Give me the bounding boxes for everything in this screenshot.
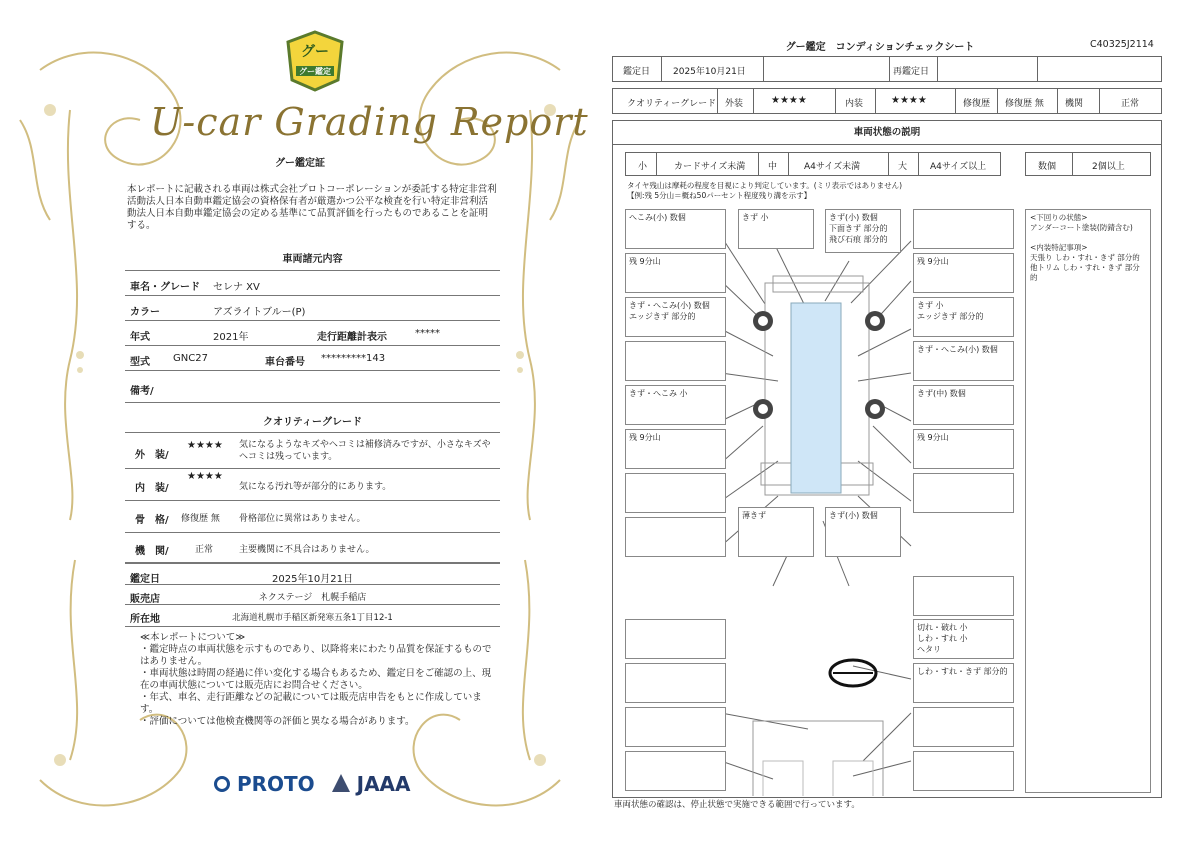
int-label: 内装 — [845, 99, 864, 109]
condition-panel — [612, 120, 1162, 798]
quality-row-exterior: 外 装/ ★★★★ 気になるようなキズやヘコミは補修済みですが、小さなキズやヘコミは残っています。 — [125, 433, 500, 469]
spec-section-title: 車両諸元内容 — [282, 254, 343, 265]
info-row-shop: 販売店 ネクステージ 札幌手稲店 — [125, 585, 500, 605]
damage-box-right-front-door: きず 小 エッジきず 部分的 — [913, 297, 1014, 337]
note-item: ・鑑定時点の車両状態を示すものであり、以降将来にわたり品質を保証するものではありません。 — [140, 644, 492, 667]
side-note-line: アンダーコート塗装(防錆含む) — [1030, 223, 1133, 232]
report-notes — [140, 632, 500, 728]
damage-box-left-front-door: きず・へこみ(小) 数個 エッジきず 部分的 — [625, 297, 726, 337]
quality-section-title: クオリティーグレード — [263, 417, 362, 428]
damage-box-right-rear-door: きず(中) 数個 — [913, 385, 1014, 425]
note-item: ・評価については他検査機関等の評価と異なる場合があります。 — [140, 716, 415, 727]
info-row-date: 鑑定日 2025年10月21日 — [125, 563, 500, 585]
size-large-desc: A4サイズ以上 — [930, 162, 987, 172]
certificate-title: グー鑑定証 — [275, 158, 325, 169]
side-notes — [1025, 209, 1151, 793]
interior-box-right-3 — [913, 751, 1014, 791]
date-row — [612, 56, 1162, 82]
tire-note: タイヤ残山は摩耗の程度を目視により判定しています。(ミリ表示ではありません) — [627, 181, 903, 190]
damage-box-front-left: へこみ(小) 数個 — [625, 209, 726, 249]
count-label: 数個 — [1038, 162, 1057, 172]
condition-check-sheet — [600, 0, 1200, 848]
size-small: 小 — [638, 162, 648, 172]
sheet-footer: 車両状態の確認は、停止状態で実施できる範囲で行っています。 — [614, 800, 860, 810]
damage-box-right-1: きず・へこみ(小) 数個 — [913, 341, 1014, 381]
sheet-title: グー鑑定 コンディションチェックシート — [785, 42, 975, 53]
quality-row — [612, 88, 1162, 114]
info-row-address: 所在地 北海道札幌市手稲区新発寒五条1丁目12-1 — [125, 605, 500, 627]
spec-row-year: 年式 2021年 走行距離計表示 ***** — [125, 321, 500, 346]
jaaa-logo-text: JAAA — [356, 772, 411, 796]
interior-box-right-2 — [913, 707, 1014, 747]
tire-box-front-left: 残 9分山 — [625, 253, 726, 293]
notes-title: ≪本レポートについて≫ — [140, 632, 246, 643]
date-label: 鑑定日 — [623, 67, 651, 77]
goo-badge-icon — [286, 30, 344, 92]
damage-box-rear-left: 薄きず — [738, 507, 814, 557]
damage-box-front-right — [913, 209, 1014, 249]
side-note-line: <下回りの状態> — [1030, 213, 1088, 222]
ext-label: 外装 — [725, 99, 744, 109]
interior-box-left-1 — [625, 619, 726, 659]
size-medium-desc: A4サイズ未満 — [804, 162, 861, 172]
damage-box-roof: きず(小) 数個 下面きず 部分的 飛び石痕 部分的 — [825, 209, 901, 253]
size-small-desc: カードサイズ未満 — [674, 162, 746, 172]
spec-row-color: カラー アズライトブルー(P) — [125, 296, 500, 321]
size-legend — [625, 152, 1001, 176]
damage-box-rear: きず(小) 数個 — [825, 507, 901, 557]
side-note-line: 天張り しわ・すれ・きず 部分的 — [1030, 253, 1140, 262]
quality-label: クオリティーグレード — [627, 99, 717, 109]
jaaa-logo-icon — [332, 774, 350, 792]
ext-stars: ★★★★ — [771, 95, 807, 106]
size-medium: 中 — [768, 162, 778, 172]
damage-box-left-3 — [625, 517, 726, 557]
steering-box — [913, 576, 1014, 616]
damage-box-left-2 — [625, 473, 726, 513]
spec-row-model: 型式 GNC27 車台番号 *********143 — [125, 346, 500, 371]
badge-logo-text: グー — [301, 44, 329, 60]
interior-box-seat: 切れ・破れ 小 しわ・すれ 小 ヘタリ — [913, 619, 1014, 659]
spec-row-remarks: 備考/ — [125, 371, 500, 403]
interior-box-left-3 — [625, 707, 726, 747]
sheet-id: C40325J2114 — [1090, 39, 1154, 50]
steering-wheel-icon — [830, 660, 876, 686]
note-item: ・年式、車名、走行距離などの記載については販売店申告をもとに作成しています。 — [140, 692, 482, 715]
count-value: 2個以上 — [1092, 162, 1125, 172]
damage-box-left-rear-door: きず・へこみ 小 — [625, 385, 726, 425]
size-large: 大 — [898, 162, 908, 172]
tire-box-rear-right: 残 9分山 — [913, 429, 1014, 469]
interior-box-left-4 — [625, 751, 726, 791]
int-stars: ★★★★ — [891, 95, 927, 106]
proto-logo-text: PROTO — [236, 772, 315, 796]
report-title: U-car Grading Report — [150, 100, 589, 144]
interior-box-right-1: しわ・すれ・きず 部分的 — [913, 663, 1014, 703]
repair-value: 修復歴 無 — [1005, 99, 1044, 109]
tire-box-rear-left: 残 9分山 — [625, 429, 726, 469]
side-note-line: 他トリム しわ・すれ・きず 部分的 — [1030, 263, 1140, 282]
quality-row-interior: 内 装/ ★★★★ 気になる汚れ等が部分的にあります。 — [125, 469, 500, 501]
damage-box-left-1 — [625, 341, 726, 381]
desc-title: 車両状態の説明 — [613, 121, 1161, 145]
quality-row-frame: 骨 格/ 修復歴 無 骨格部位に異常はありません。 — [125, 501, 500, 533]
damage-box-right-2 — [913, 473, 1014, 513]
note-item: ・車両状態は時間の経過に伴い変化する場合もあるため、鑑定日をご確認の上、現在の車両状態については販売店にお問合せください。 — [140, 668, 492, 691]
side-note-line: <内装特記事項> — [1030, 243, 1088, 252]
tire-box-front-right: 残 9分山 — [913, 253, 1014, 293]
badge-label: グー鑑定 — [299, 67, 331, 76]
repair-label: 修復歴 — [963, 99, 991, 109]
proto-logo-icon — [214, 776, 230, 792]
damage-box-front: きず 小 — [738, 209, 814, 249]
footer-logos — [214, 772, 411, 796]
count-legend — [1025, 152, 1151, 176]
redate-label: 再鑑定日 — [893, 67, 930, 77]
tire-example: 【例:残 5分山＝概ね50パーセント程度残り溝を示す】 — [627, 191, 812, 200]
engine-value: 正常 — [1121, 99, 1140, 109]
engine-label: 機関 — [1065, 99, 1084, 109]
interior-box-left-2 — [625, 663, 726, 703]
date-value: 2025年10月21日 — [673, 67, 746, 77]
quality-row-engine: 機 関/ 正常 主要機関に不具合はありません。 — [125, 533, 500, 563]
certificate-body: 本レポートに記載される車両は株式会社プロトコーポレーションが委託する特定非営利活動法人日本自動車鑑定協会の資格保有者が厳選かつ公平な検査を行い特定非営利活動法人日本自動車鑑定協会の定める基準にて品質評価を行ったものであることを証明する。 — [127, 184, 497, 231]
spec-row-name: 車名・グレード セレナ XV — [125, 271, 500, 296]
